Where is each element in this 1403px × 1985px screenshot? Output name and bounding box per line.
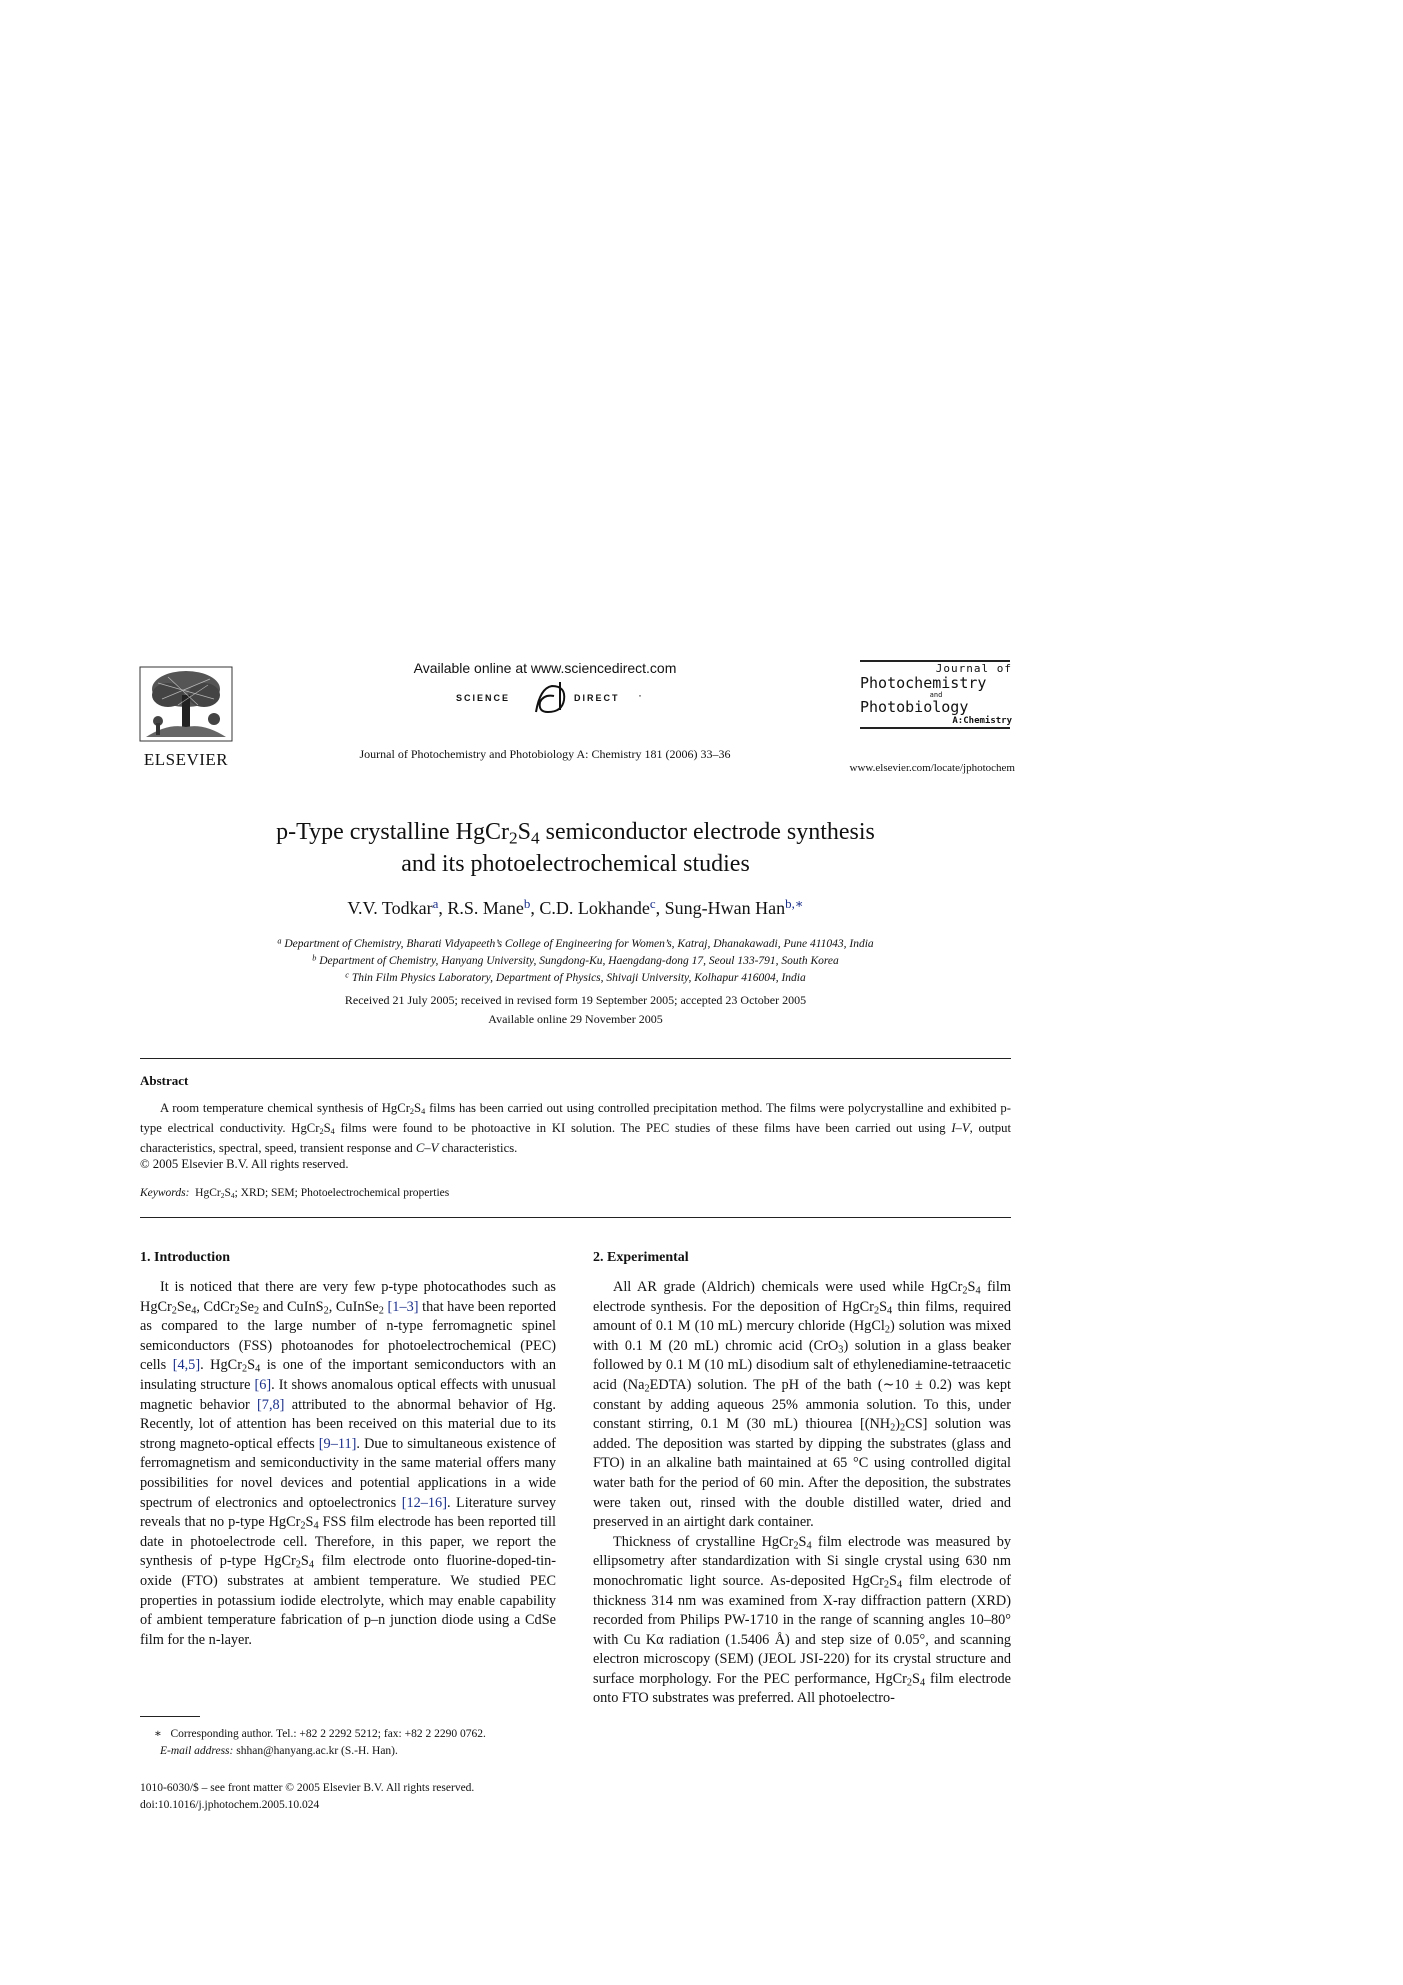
footnote-mark: ∗ <box>154 1728 162 1740</box>
experimental-paragraph-2: Thickness of crystalline $HgCr_2S_4$ film electrode was measured by ellipsometry after standardization with Si single crystal using 630 nm monochromatic light source. As-deposited $HgCr_2S_4$ film electrode of thickness 314 nm was examined from X-ray diffraction pattern (XRD) recorded from Philips PW-1710 in the range of scanning angles 10–80° with Cu Kα radiation (1.5406 Å) and step size of 0.05°, and scanning electron microscopy (SEM) (JEOL JSI-220) for its crystal structure and surface morphology. For the PEC performance, $HgCr_2S_4$ film electrode onto FTO substrates was preferred. All photoelectro- <box>593 1533 1012 1707</box>
corresponding-author: ∗ Corresponding author. Tel.: +82 2 2292 5212; fax: +82 2 2290 0762. <box>154 1728 486 1740</box>
journal-logo <box>860 660 1012 750</box>
author[interactable]: R.S. Mane$^b$ <box>447 896 531 918</box>
affiliation: $^b$ Department of Chemistry, Hanyang University, Sungdong-Ku, Haengdang-dong 17, Seoul 133-791, South Korea <box>312 953 839 967</box>
citation-link[interactable]: [12–16] <box>401 1494 447 1511</box>
citation-link[interactable]: [6] <box>254 1376 272 1393</box>
author[interactable]: V.V. Todkar$^a$ <box>347 896 439 918</box>
citation-link[interactable]: [7,8] <box>257 1396 285 1413</box>
title-line-2: and its photoelectrochemical studies <box>401 851 750 877</box>
sd-left: SCIENCE <box>456 693 511 703</box>
citation-link[interactable]: [9–11] <box>318 1435 357 1452</box>
elsevier-wordmark: ELSEVIER <box>143 750 229 769</box>
doi-line[interactable]: doi:10.1016/j.jphotochem.2005.10.024 <box>140 1799 320 1811</box>
abstract-body: A room temperature chemical synthesis of $HgCr_2S_4$ films has been carried out using controlled precipitation method. The films were polycrystalline and exhibited p-type electrical conductivity. $HgCr_2S_4$ films were found to be photoactive in KI solution. The PEC studies of these films have been carried out using I–V, output characteristics, spectral, speed, transient response and C–V characteristics. <box>140 1101 1011 1155</box>
sciencedirect-logo <box>456 680 656 716</box>
footnote <box>140 1726 560 1760</box>
journal-logo-line1: Journal of <box>935 662 1012 675</box>
journal-logo-line5: A:Chemistry <box>952 716 1012 726</box>
journal-logo-line4: Photobiology <box>860 698 969 716</box>
rule-top <box>140 1058 1011 1059</box>
author-list: V.V. Todkar$^a$, R.S. Mane$^b$, C.D. Lokhande$^c$, Sung-Hwan Han$^{b,∗}$ <box>347 896 804 918</box>
abstract-heading: Abstract <box>140 1073 189 1088</box>
affiliations <box>140 936 1011 987</box>
title-line-1: p-Type crystalline $HgCr_2S_4$ semiconductor electrode synthesis <box>276 819 875 848</box>
issn-line: 1010-6030/$ – see front matter © 2005 Elsevier B.V. All rights reserved. <box>140 1782 475 1794</box>
abstract-copyright: © 2005 Elsevier B.V. All rights reserved. <box>140 1157 349 1171</box>
journal-logo-line2: Photochemistry <box>860 674 987 692</box>
email-link[interactable]: shhan@hanyang.ac.kr (S.-H. Han). <box>236 1745 398 1757</box>
rule-bottom <box>140 1217 1011 1218</box>
journal-url[interactable]: www.elsevier.com/locate/jphotochem <box>849 762 1015 774</box>
available-online-date: Available online 29 November 2005 <box>488 1012 663 1026</box>
author[interactable]: C.D. Lokhande$^c$ <box>539 896 656 918</box>
experimental-body <box>593 1278 1011 1709</box>
sd-right: DIRECT <box>574 693 620 703</box>
keywords: Keywords: $HgCr_2S_4$; XRD; SEM; Photoelectrochemical properties <box>140 1187 450 1200</box>
affiliation: $^c$ Thin Film Physics Laboratory, Department of Physics, Shivaji University, Kolhapur 416004, India <box>345 970 806 984</box>
received-dates: Received 21 July 2005; received in revised form 19 September 2005; accepted 23 October 2005 <box>344 993 807 1007</box>
elsevier-tree-icon <box>138 665 234 743</box>
elsevier-logo <box>138 665 234 769</box>
journal-logo-line3: and <box>929 691 943 699</box>
keywords-label: Keywords: <box>140 1187 190 1199</box>
footnote-rule <box>140 1716 200 1717</box>
citation-link[interactable]: [1–3] <box>387 1298 419 1315</box>
article-title <box>140 816 1011 880</box>
sciencedirect-d-icon <box>532 680 572 718</box>
section-heading-experimental: 2. Experimental <box>593 1250 689 1265</box>
citation-link[interactable]: [4,5] <box>172 1357 201 1374</box>
article-dates <box>140 991 1011 1029</box>
page-footer <box>140 1780 474 1814</box>
section-heading-introduction: 1. Introduction <box>140 1250 230 1265</box>
available-online: Available online at www.sciencedirect.com <box>413 660 677 676</box>
author[interactable]: Sung-Hwan Han$^{b,∗}$ <box>664 896 804 918</box>
experimental-paragraph-1: All AR grade (Aldrich) chemicals were used while $HgCr_2S_4$ film electrode synthesis. For the deposition of $HgCr_2S_4$ thin films, required amount of 0.1 M (10 mL) mercury chloride (HgCl$_2$) solution was mixed with 0.1 M (20 mL) chromic acid (CrO$_3$) solution in a glass beaker followed by 0.1 M (10 mL) disodium salt of ethylenediamine-tetraacetic acid $(Na_2EDTA)$ solution. The pH of the bath (∼10 ± 0.2) was kept constant by adding aqueous 25% ammonia solution. To this, under constant stirring, 0.1 M (30 mL) thiourea $[(NH_2)_2CS]$ solution was added. The deposition was started by dipping the substrates (glass and FTO) in an alkaline bath maintained at 65 °C using controlled digital water bath for the period of 60 min. After the deposition, the substrates were taken out, rinsed with the double distilled water, dried and preserved in an airtight dark container. <box>593 1279 1012 1531</box>
sd-mark: · <box>638 688 642 702</box>
journal-citation: Journal of Photochemistry and Photobiology A: Chemistry 181 (2006) 33–36 <box>359 747 731 761</box>
introduction-body: It is noticed that there are very few p-type photocathodes such as $HgCr_2Se_4$, $CdCr_2Se_2$ and CuInS$_2$, CuInSe$_2$ [1–3] that have been reported as compared to the large number of n-type ferromagnetic spinel semiconductors (FSS) photoanodes for photoelectrochemical (PEC) cells [4,5]. $HgCr_2S_4$ is one of the important semiconductors with an insulating structure [6]. It shows anomalous optical effects with unusual magnetic behavior [7,8] attributed to the abnormal behavior of Hg. Recently, lot of attention has been received on this material due to its strong magneto-optical effects [9–11]. Due to simultaneous existence of ferromagnetism and semiconductivity in the same material offers many possibilities for novel devices and potential applications in a wide spectrum of electronics and optoelectronics [12–16]. Literature survey reveals that no p-type $HgCr_2S_4$ FSS film electrode has been reported till date in photoelectrode cell. Therefore, in this paper, we report the synthesis of p-type $HgCr_2S_4$ film electrode onto fluorine-doped-tin-oxide (FTO) substrates at ambient temperature. We studied PEC properties in potassium iodide electrolyte, which may enable capability of ambient temperature fabrication of p–n junction diode using a CdSe film for the n-layer. <box>140 1279 557 1648</box>
affiliation: $^a$ Department of Chemistry, Bharati Vidyapeeth’s College of Engineering for Women’s, Katraj, Dhanakawadi, Pune 411043, India <box>277 936 874 950</box>
author-email: E-mail address: shhan@hanyang.ac.kr (S.-H. Han). <box>160 1745 398 1757</box>
